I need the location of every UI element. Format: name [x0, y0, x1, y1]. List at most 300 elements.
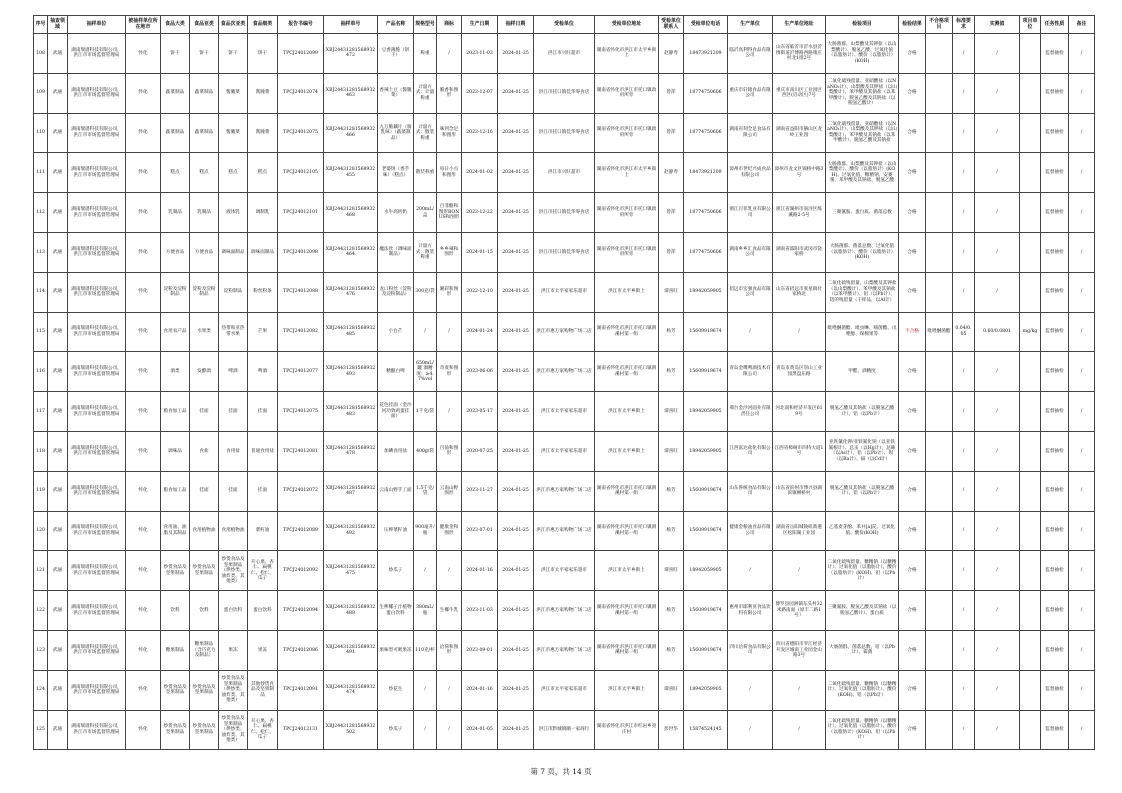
- table-cell: /: [975, 272, 1020, 312]
- table-cell: 合格: [899, 471, 926, 511]
- table-cell: [1020, 272, 1041, 312]
- table-cell: 监督抽检: [1041, 193, 1069, 233]
- table-cell: 杨芳: [659, 591, 684, 631]
- table-cell: [926, 272, 953, 312]
- table-cell: 武通: [48, 34, 68, 74]
- table-cell: 湖南瑞谱科技有限公司，洪江市市场监督管理局: [68, 392, 126, 432]
- table-cell: 惠州市耶利亚食品饮料有限公司: [728, 591, 773, 631]
- table-cell: 每日小点和图形: [437, 153, 462, 193]
- table-cell: TPCJ24012089: [278, 511, 324, 551]
- table-cell: 武通: [48, 431, 68, 471]
- table-cell: /: [1069, 670, 1095, 710]
- column-header: 生产日期: [462, 16, 498, 34]
- column-header: 抽样单号: [324, 16, 378, 34]
- table-cell: /: [1069, 113, 1095, 153]
- table-cell: 炒瓜子: [378, 551, 414, 591]
- table-cell: 曾萍: [659, 73, 684, 113]
- table-cell: TPCJ24012094: [278, 591, 324, 631]
- table-cell: 武通: [48, 630, 68, 670]
- table-cell: [926, 710, 953, 750]
- table-cell: 湖南省怀化市洪江市托口镇朗溪村第一组: [595, 352, 659, 392]
- table-cell: 果味型可吸果冻: [378, 630, 414, 670]
- table-cell: 湖南省怀化市洪江市托口镇政府所旁: [595, 113, 659, 153]
- sampling-results-table: [33, 15, 1095, 750]
- table-cell: 酱腌菜: [219, 113, 248, 153]
- table-cell: /: [975, 352, 1020, 392]
- table-cell: 监督抽检: [1041, 591, 1069, 631]
- table-cell: 浙江省湖州市南浔区练溪路2-5号: [773, 193, 826, 233]
- table-cell: 怀化: [126, 511, 161, 551]
- table-cell: 粮食加工品: [161, 392, 190, 432]
- table-cell: 湖南瑞谱科技有限公司，洪江市市场监督管理局: [68, 591, 126, 631]
- table-cell: [926, 670, 953, 710]
- table-cell: 味到念足和图形: [437, 113, 462, 153]
- table-cell: TPCJ24012101: [278, 193, 324, 233]
- table-cell: 武通: [48, 312, 68, 352]
- table-cell: [926, 153, 953, 193]
- table-cell: 108: [34, 34, 48, 74]
- table-cell: 2024-01-25: [498, 352, 534, 392]
- table-cell: 监督抽检: [1041, 73, 1069, 113]
- table-cell: 酒类: [161, 352, 190, 392]
- table-cell: 大肠菌群、菌落总数、铅（以Pb计）、霉菌: [826, 630, 899, 670]
- table-cell: /: [1069, 153, 1095, 193]
- table-cell: 调制乳: [248, 193, 278, 233]
- table-cell: /: [975, 73, 1020, 113]
- table-row: [34, 630, 1095, 670]
- table-cell: 合格: [899, 431, 926, 471]
- table-cell: 调味面制品: [219, 232, 248, 272]
- table-cell: [926, 630, 953, 670]
- table-cell: /: [953, 232, 975, 272]
- table-cell: 650mL/罐 酒精度：≥4.7%vol: [414, 352, 437, 392]
- table-cell: [1020, 193, 1041, 233]
- table-cell: 怀化: [126, 551, 161, 591]
- column-header: 食品亚类: [190, 16, 219, 34]
- table-cell: 浙江百菲乳业有限公司: [728, 193, 773, 233]
- table-cell: 合格: [899, 630, 926, 670]
- table-cell: 蛋白饮料: [219, 591, 248, 631]
- table-cell: [1020, 232, 1041, 272]
- table-cell: 炒货食品及坚果制品: [161, 710, 190, 750]
- table-cell: [926, 471, 953, 511]
- table-row: [34, 153, 1095, 193]
- table-cell: /: [1069, 710, 1095, 750]
- table-cell: 900毫升/瓶: [414, 511, 437, 551]
- table-cell: [1020, 511, 1041, 551]
- table-row: [34, 193, 1095, 233]
- table-cell: /: [953, 591, 975, 631]
- table-cell: XBJ24431281568932487: [324, 471, 378, 511]
- table-cell: 120: [34, 511, 48, 551]
- table-cell: 湖南省怀化市洪江市托口镇朗溪村第一组: [595, 511, 659, 551]
- table-cell: 计量方式：散装称重: [414, 113, 437, 153]
- table-cell: 山东省滨州市博兴县湖滨镇柳桥村: [773, 471, 826, 511]
- table-cell: 方便食品: [161, 232, 190, 272]
- table-cell: 怀化: [126, 591, 161, 631]
- table-cell: 饼干: [161, 34, 190, 74]
- table-cell: TPCJ24012088: [278, 272, 324, 312]
- table-cell: 武通: [48, 710, 68, 750]
- table-cell: 蛋白饮料: [248, 591, 278, 631]
- table-cell: 合格: [899, 34, 926, 74]
- table-cell: 2023-11-03: [462, 591, 498, 631]
- table-row: [34, 471, 1095, 511]
- table-cell: /: [1069, 352, 1095, 392]
- table-cell: 湖南瑞谱科技有限公司，洪江市市场监督管理局: [68, 511, 126, 551]
- table-cell: 洪江市太平家家乐超市: [534, 272, 595, 312]
- table-cell: XBJ24431281568932489: [324, 591, 378, 631]
- table-cell: 2024-01-25: [498, 153, 534, 193]
- table-cell: 挂面: [219, 471, 248, 511]
- table-cell: /: [975, 193, 1020, 233]
- table-row: [34, 551, 1095, 591]
- table-cell: [926, 34, 953, 74]
- table-cell: [926, 73, 953, 113]
- table-cell: 合格: [899, 551, 926, 591]
- table-cell: /: [953, 272, 975, 312]
- table-cell: 湖南瑞谱科技有限公司，洪江市市场监督管理局: [68, 551, 126, 591]
- table-cell: 健康金和图形: [437, 511, 462, 551]
- table-cell: /: [953, 471, 975, 511]
- table-cell: 谭喜旺: [659, 272, 684, 312]
- table-cell: XBJ24431281568932464: [324, 232, 378, 272]
- table-cell: [1020, 630, 1041, 670]
- table-cell: 甲醛、酒精度: [826, 352, 899, 392]
- table-cell: 1千克/袋: [414, 392, 437, 432]
- table-cell: 15609919674: [684, 312, 728, 352]
- table-cell: 2024-01-24: [462, 312, 498, 352]
- table-cell: XBJ24431281568932492: [324, 511, 378, 551]
- table-cell: 青岛金鹰啤酒技术有限公司: [728, 352, 773, 392]
- table-cell: 监督抽检: [1041, 34, 1069, 74]
- table-cell: 湖南省怀化市洪江市太平乡街上: [595, 153, 659, 193]
- table-cell: 食盐: [190, 431, 219, 471]
- table-cell: XBJ24431281568932478: [324, 431, 378, 471]
- table-cell: TPCJ24012075: [278, 113, 324, 153]
- table-cell: mg/kg: [1020, 312, 1041, 352]
- table-cell: 洪江市托口镇佳华零食店: [534, 73, 595, 113]
- table-cell: 2024-01-25: [498, 312, 534, 352]
- table-cell: 洪江市托口镇佳华零食店: [534, 113, 595, 153]
- table-cell: /: [975, 232, 1020, 272]
- table-cell: /: [1069, 34, 1095, 74]
- column-header: 报告书编号: [278, 16, 324, 34]
- table-cell: XBJ24431281568932468: [324, 193, 378, 233]
- column-header: 食品次亚类: [219, 16, 248, 34]
- table-cell: 400g/袋: [414, 431, 437, 471]
- table-cell: 怀化: [126, 431, 161, 471]
- table-cell: /: [975, 34, 1020, 74]
- table-cell: 饼干: [219, 34, 248, 74]
- table-cell: 乙基麦芽酚、苯并[a]芘、过氧化值、酸价(KOH): [826, 511, 899, 551]
- table-cell: 合格: [899, 710, 926, 750]
- table-cell: 洪江市惠万家购物广场二店: [534, 352, 595, 392]
- table-cell: 2023-12-22: [462, 193, 498, 233]
- table-cell: 博罗县园洲镇东头村32米路南面（原丰二路1号）: [773, 591, 826, 631]
- table-cell: 合格: [899, 232, 926, 272]
- table-cell: [926, 591, 953, 631]
- table-cell: /: [1069, 591, 1095, 631]
- table-cell: /: [975, 392, 1020, 432]
- table-cell: /: [437, 710, 462, 750]
- table-cell: 生椰牛乳: [437, 591, 462, 631]
- column-header: 抽样单位: [68, 16, 126, 34]
- table-cell: 武通: [48, 551, 68, 591]
- table-cell: 怀化: [126, 392, 161, 432]
- sampling-results-sheet: [33, 15, 1094, 750]
- table-body: [34, 34, 1095, 750]
- table-cell: 花色挂面（金沙河功效鸡蛋挂面）: [378, 392, 414, 432]
- table-cell: 炒货食品及坚果制品: [190, 670, 219, 710]
- table-cell: 三聚氰胺、蛋白质、菌落总数: [826, 193, 899, 233]
- table-cell: /: [953, 431, 975, 471]
- column-header: 食品细类: [248, 16, 278, 34]
- table-row: [34, 591, 1095, 631]
- table-cell: 洪江市惠万家购物广场二店: [534, 312, 595, 352]
- table-cell: 监督抽检: [1041, 431, 1069, 471]
- table-cell: 湖南乡乡汇食品有限公司: [728, 232, 773, 272]
- table-cell: 2024-01-25: [498, 591, 534, 631]
- table-cell: TPCJ24012086: [278, 630, 324, 670]
- table-cell: 开心果、杏仁、扁桃仁、松仁、瓜子: [248, 551, 278, 591]
- table-cell: 武通: [48, 232, 68, 272]
- table-cell: 湘彩和图形: [437, 272, 462, 312]
- table-cell: 四川省德阳市罗江经济开发区城南工业园金山路3号: [773, 630, 826, 670]
- table-cell: [1020, 591, 1041, 631]
- table-cell: 武通: [48, 153, 68, 193]
- column-header: 受检单位电话: [684, 16, 728, 34]
- table-cell: 洪江市太平乡街上: [595, 551, 659, 591]
- table-cell: 2024-01-05: [462, 710, 498, 750]
- table-cell: TPCJ24012075: [278, 392, 324, 432]
- table-cell: 热带和亚热带水果: [219, 312, 248, 352]
- table-cell: 液体乳: [219, 193, 248, 233]
- table-cell: 洪江市托口镇佳华零食店: [534, 232, 595, 272]
- table-cell: 2024-01-25: [498, 551, 534, 591]
- table-cell: 18942059905: [684, 670, 728, 710]
- table-cell: 洪江市黔城镇顺一家商行: [534, 710, 595, 750]
- table-cell: 山东鲁统食品有限公司: [728, 471, 773, 511]
- table-cell: 粉丝粉条: [248, 272, 278, 312]
- column-header: 受检单位联系人: [659, 16, 684, 34]
- table-cell: 湖南瑞谱科技有限公司，洪江市市场监督管理局: [68, 352, 126, 392]
- table-cell: 监督抽检: [1041, 392, 1069, 432]
- table-cell: 18774750606: [684, 232, 728, 272]
- column-header: 标准要求: [953, 16, 975, 34]
- table-cell: 饼干: [248, 34, 278, 74]
- table-cell: [1020, 551, 1041, 591]
- table-cell: 二氧化硫残留量、糖精钠（以糖精计）、过氧化值（以脂肪计）、酸价（以脂肪计）(KOH)、铅（以Pb计）: [826, 710, 899, 750]
- table-cell: 18942059905: [684, 551, 728, 591]
- table-cell: 糕点: [219, 153, 248, 193]
- table-cell: 怀化: [126, 193, 161, 233]
- table-cell: 121: [34, 551, 48, 591]
- table-cell: 糕点: [161, 153, 190, 193]
- table-cell: /: [437, 670, 462, 710]
- table-cell: 蔬菜制品: [161, 113, 190, 153]
- table-cell: 压榨菜籽油: [378, 511, 414, 551]
- table-row: [34, 710, 1095, 750]
- table-cell: /: [1069, 630, 1095, 670]
- table-cell: 吡唑醚菌酯: [926, 312, 953, 352]
- table-cell: 114: [34, 272, 48, 312]
- table-cell: TPCJ24012074: [278, 73, 324, 113]
- column-header: 生产单位: [728, 16, 773, 34]
- table-cell: XBJ24431281568932455: [324, 153, 378, 193]
- table-cell: 普通食用盐: [248, 431, 278, 471]
- table-cell: 武通: [48, 352, 68, 392]
- table-cell: TPCJ24012092: [278, 551, 324, 591]
- table-cell: 18774750606: [684, 193, 728, 233]
- table-cell: [926, 232, 953, 272]
- table-cell: 江西富达盐化有限公司: [728, 431, 773, 471]
- table-cell: 挂面: [190, 392, 219, 432]
- column-header: 项目单位: [1020, 16, 1041, 34]
- table-cell: 山东省临沂市沂水县沂博街道沂博路西路康庄村北1排2号: [773, 34, 826, 74]
- table-cell: 合格: [899, 113, 926, 153]
- table-cell: 武通: [48, 392, 68, 432]
- table-row: [34, 670, 1095, 710]
- column-header: 抽样日期: [498, 16, 534, 34]
- table-cell: 湖南省怀化市洪江市托口镇政府所旁: [595, 193, 659, 233]
- table-cell: 湖南瑞谱科技有限公司，洪江市市场监督管理局: [68, 34, 126, 74]
- table-cell: 谭喜旺: [659, 431, 684, 471]
- table-cell: 2024-01-25: [498, 232, 534, 272]
- table-cell: 洪江市托口镇佳华零食店: [534, 193, 595, 233]
- table-cell: 监督抽检: [1041, 710, 1069, 750]
- table-cell: TPCJ24012082: [278, 312, 324, 352]
- table-cell: /: [773, 551, 826, 591]
- table-cell: /: [975, 551, 1020, 591]
- table-cell: 奇麦和图形: [437, 352, 462, 392]
- column-header: 抽查领域: [48, 16, 68, 34]
- table-cell: XBJ24431281568932476: [324, 272, 378, 312]
- table-cell: /: [953, 153, 975, 193]
- table-cell: 2024-01-25: [498, 113, 534, 153]
- table-cell: [1020, 431, 1041, 471]
- table-cell: 2024-01-25: [498, 511, 534, 551]
- table-cell: 15874524145: [684, 710, 728, 750]
- table-cell: 湖南省怀化市洪江市太平乡街上: [595, 34, 659, 74]
- table-cell: /: [1069, 471, 1095, 511]
- column-header: 产品名称: [378, 16, 414, 34]
- table-cell: 2024-01-25: [498, 73, 534, 113]
- table-cell: 谭喜旺: [659, 392, 684, 432]
- table-cell: 香辣土豆（酱腌菜）: [378, 73, 414, 113]
- table-row: [34, 352, 1095, 392]
- table-cell: 怀化: [126, 232, 161, 272]
- table-cell: 饮料: [161, 591, 190, 631]
- table-cell: XBJ24431281568932485: [324, 312, 378, 352]
- table-cell: 合格: [899, 392, 926, 432]
- table-cell: 18473921209: [684, 153, 728, 193]
- table-cell: 饮料: [190, 591, 219, 631]
- table-cell: 炒货食品及坚果制品: [161, 670, 190, 710]
- table-cell: 2023-09-01: [462, 630, 498, 670]
- column-header: 备注: [1069, 16, 1095, 34]
- table-cell: [1020, 34, 1041, 74]
- table-cell: 二氧化硫残留量、亚硝酸盐（以NaNO₂计）、山梨酸及其钾盐（以山梨酸计）、苯甲酸及其钠盐（以苯甲酸计）、脱氢乙酸及其钠盐（以脱氢乙酸计）: [826, 73, 899, 113]
- table-cell: 合格: [899, 193, 926, 233]
- table-cell: 洪江市太平家家乐超市: [534, 431, 595, 471]
- table-cell: 109: [34, 73, 48, 113]
- table-cell: 洪江市惠万家购物广场二店: [534, 591, 595, 631]
- table-cell: 合格: [899, 511, 926, 551]
- table-cell: 监督抽检: [1041, 471, 1069, 511]
- table-cell: 2023-11-27: [462, 471, 498, 511]
- table-cell: /: [728, 710, 773, 750]
- table-cell: 湖南省怀化市洪江市托口镇朗溪村第一组: [595, 471, 659, 511]
- table-cell: [926, 352, 953, 392]
- table-cell: 监督抽检: [1041, 352, 1069, 392]
- table-cell: 湖南省益阳市赫山区龙岭工业园: [773, 113, 826, 153]
- table-cell: 四川洽荷食品有限公司: [728, 630, 773, 670]
- table-cell: 武通: [48, 471, 68, 511]
- table-cell: 水果类: [190, 312, 219, 352]
- table-cell: 乡乡辣和图形: [437, 232, 462, 272]
- column-header: 生产单位地址: [773, 16, 826, 34]
- table-cell: /: [953, 392, 975, 432]
- table-cell: 武通: [48, 113, 68, 153]
- table-cell: 15609919674: [684, 511, 728, 551]
- table-cell: XBJ24431281568932502: [324, 710, 378, 750]
- table-cell: 漳州市龙文区锦桥中路3号: [773, 153, 826, 193]
- table-cell: 脱氢乙酸及其钠盐（以脱氢乙酸计）、铅（以Pb计）: [826, 392, 899, 432]
- table-cell: 大肠菌群、菌落总数、过氧化值（以脂肪计）、酸价（以脂肪计）(KOH): [826, 232, 899, 272]
- table-cell: /: [1069, 232, 1095, 272]
- table-cell: 监督抽检: [1041, 232, 1069, 272]
- table-cell: /: [953, 670, 975, 710]
- table-cell: 食用植物油: [190, 511, 219, 551]
- table-cell: 调味面制品: [248, 232, 278, 272]
- table-cell: 杨芳: [659, 511, 684, 551]
- table-cell: 食用油、油脂及其制品: [161, 511, 190, 551]
- table-cell: 湖南瑞谱科技有限公司，洪江市市场监督管理局: [68, 272, 126, 312]
- table-cell: /: [953, 710, 975, 750]
- table-cell: 二氧化硫残留量、亚硝酸盐（以NaNO₂计）、山梨酸及其钾盐（以山梨酸计）、苯甲酸及其钠盐（以苯甲酸计）、脱氢乙酸及其钠盐: [826, 113, 899, 153]
- table-cell: 曾萍: [659, 113, 684, 153]
- table-cell: /: [975, 113, 1020, 153]
- table-cell: 乳制品: [190, 193, 219, 233]
- table-cell: 300克/袋: [414, 272, 437, 312]
- column-header: 序号: [34, 16, 48, 34]
- table-cell: 淀粉及淀粉制品: [161, 272, 190, 312]
- table-cell: 糖果制品（含巧克力及制品）: [190, 630, 219, 670]
- table-cell: 湖南瑞谱科技有限公司，洪江市市场监督管理局: [68, 670, 126, 710]
- table-cell: 湖南省刻全足食品有限公司: [728, 113, 773, 153]
- table-cell: 2023-05-17: [462, 392, 498, 432]
- table-cell: 湖南瑞谱科技有限公司，洪江市市场监督管理局: [68, 312, 126, 352]
- table-cell: TPCJ24012077: [278, 352, 324, 392]
- table-cell: 洪江市惠万家购物广场二店: [534, 630, 595, 670]
- table-cell: 2023-12-07: [462, 73, 498, 113]
- table-cell: 杨芳: [659, 630, 684, 670]
- column-header: 规格型号: [414, 16, 437, 34]
- table-cell: XBJ24431281568932493: [324, 352, 378, 392]
- table-cell: 113: [34, 232, 48, 272]
- table-cell: TPCJ24012099: [278, 34, 324, 74]
- table-cell: 炒花生: [378, 670, 414, 710]
- column-header: 商标: [437, 16, 462, 34]
- table-cell: [1020, 113, 1041, 153]
- table-cell: 杨芳: [659, 312, 684, 352]
- table-cell: /: [1069, 551, 1095, 591]
- table-cell: 2023-12-16: [462, 113, 498, 153]
- table-cell: 其他炒货食品及坚果制品: [248, 670, 278, 710]
- table-cell: 酱腌菜: [248, 113, 278, 153]
- table-cell: 洪江市太平乡街上: [595, 431, 659, 471]
